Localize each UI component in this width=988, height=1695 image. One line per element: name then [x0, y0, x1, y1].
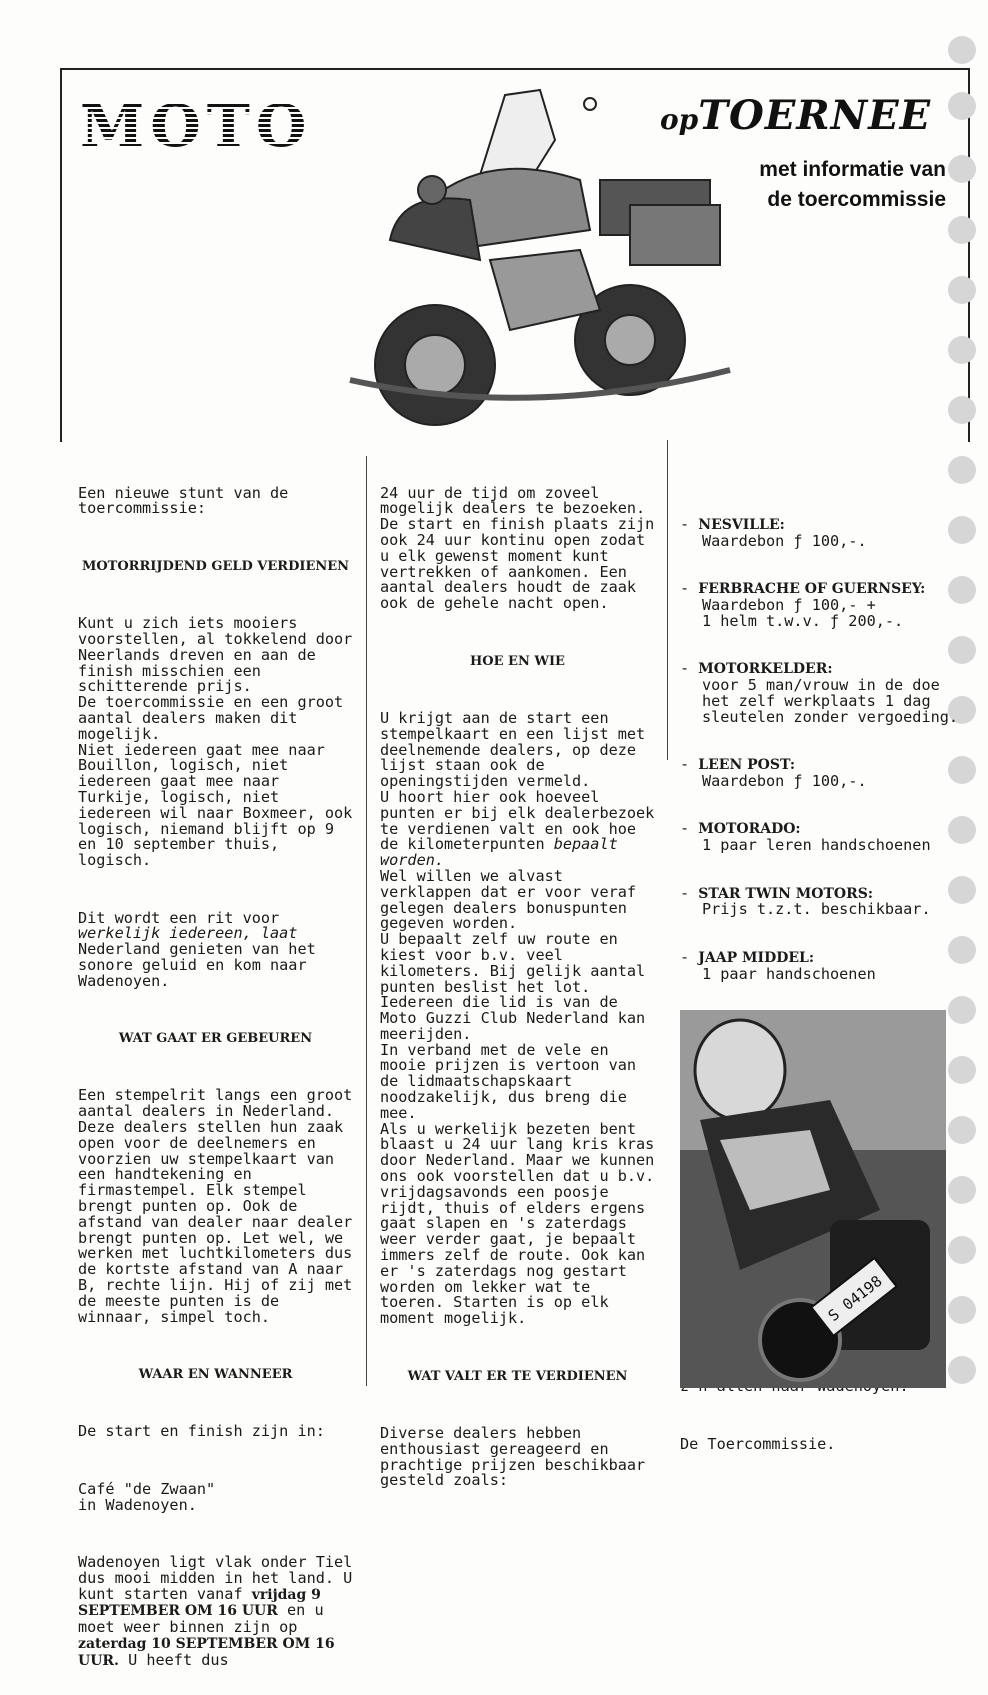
column-1 [78, 454, 362, 1695]
text-span: Wadenoyen ligt vlak onder Tiel dus mooi midden in het land. U kunt starten vanaf [78, 1553, 362, 1603]
prize-text: Waardebon ƒ 100,-. [702, 771, 867, 790]
dealer-name: JAAP MIDDEL: [698, 949, 815, 966]
prize-text: Waardebon ƒ 100,-. [702, 531, 867, 550]
prize-text: voor 5 man/vrouw in de doe het zelf werkplaats 1 dag sleutelen zonder vergoeding. [702, 676, 959, 726]
paragraph [78, 908, 353, 990]
prize-item: - NESVILLE: Waardebon ƒ 100,-. [680, 517, 960, 550]
subtitle-line2: de toercommissie [767, 188, 946, 211]
intro-text: Een nieuwe stunt van de toercommissie: [78, 483, 298, 518]
binder-hole [948, 92, 976, 120]
section-heading: HOE EN WIE [470, 653, 565, 669]
text-span: en u moet weer binnen zijn op [78, 1601, 333, 1637]
dealer-name: MOTORADO: [698, 821, 801, 838]
prize-text: Prijs t.z.t. beschikbaar. [702, 900, 931, 919]
italic-span: bepaalt worden. [380, 835, 627, 870]
prize-item: - STAR TWIN MOTORS: Prijs t.z.t. beschikbaar. [680, 886, 960, 919]
paragraph [78, 1553, 362, 1670]
paragraph: De start en finish zijn in: [78, 1422, 325, 1441]
binder-hole [948, 396, 976, 424]
binder-hole [948, 216, 976, 244]
license-plate: S 04198 [824, 1271, 886, 1326]
italic-span: werkelijk iedereen, laat [78, 924, 298, 943]
paragraph: Kunt u zich iets mooiers voorstellen, al tokkelend door Neerlands dreven en aan de finish misschien een schitterende prijs. De toercommissie en een groot aantal dealers maken dit mogelijk. Niet iedereen gaat mee naar Bouillon, logisch, niet iedereen gaat mee naar Turkije, logisch, niet iedereen wil naar Boxmeer, ook logisch, niemand blijft op 9 en 10 september thuis, logisch. [78, 614, 353, 870]
binder-hole [948, 155, 976, 183]
section-heading: WAT VALT ER TE VERDIENEN [407, 1368, 628, 1384]
section-heading: WAT GAAT ER GEBEUREN [118, 1031, 313, 1047]
subtitle-line1: met informatie van [759, 158, 946, 181]
section-heading: WAAR EN WANNEER [138, 1367, 293, 1383]
dealer-name: NESVILLE: [698, 517, 785, 534]
signature: De Toercommissie. [680, 1434, 836, 1453]
paragraph: Diverse dealers hebben enthousiast gereageerd en prachtige prijzen beschikbaar gesteld zoals: [380, 1424, 655, 1490]
section-heading: MOTORRIJDEND GELD VERDIENEN [81, 558, 350, 574]
prize-item: - LEEN POST: Waardebon ƒ 100,-. [680, 757, 960, 790]
prize-item: - MOTORADO: 1 paar leren handschoenen [680, 821, 960, 854]
binder-hole [948, 276, 976, 304]
column-2 [380, 454, 655, 1515]
dealer-name: STAR TWIN MOTORS: [698, 885, 874, 902]
moto-guzzi-logo: MOTO GUZZI [80, 94, 410, 158]
binder-hole [948, 336, 976, 364]
column-rule [667, 440, 668, 760]
rider-photo [680, 1010, 946, 1388]
dealer-name: MOTORKELDER: [698, 661, 833, 678]
text-span: Wel willen we alvast verklappen dat er voor veraf gelegen dealers bonuspunten gegeven worden. U bepaalt zelf uw route en kiest voor b.v. veel kilometers. Bij gelijk aantal punten beslist het lot. Iedereen die lid is van de Moto Guzzi Club Nederland kan meerijden. In verband met de vele en mooie prijzen is vertoon van de lidmaatschapskaart noodzakelijk, dus breng die mee. Als u werkelijk bezeten bent blaast u 24 uur lang kris kras door Nederland. Maar we kunnen ons ook voorstellen dat u b.v. vrijdagsavonds een poosje rijdt, thuis of elders ergens gaat slapen en 's zaterdags weer verder gaat, je bepaalt immers zelf de route. Ook kan er 's zaterdags nog gestart worden om lekker wat te toeren. Starten is op elk moment mogelijk. [380, 866, 655, 1328]
bold-span: vrijdag 9 SEPTEMBER OM 16 UUR [78, 1586, 326, 1620]
bold-span: zaterdag 10 SEPTEMBER OM 16 UUR. [78, 1635, 340, 1669]
headline [660, 92, 931, 139]
prize-text: 1 paar leren handschoenen [702, 836, 931, 855]
paragraph: 24 uur de tijd om zoveel mogelijk dealers te bezoeken. De start en finish plaats zijn ook 24 uur kontinu open zodat u elk gewenst moment kunt vertrekken of aankomen. Een aantal dealers houdt de zaak ook de gehele nacht open. [380, 483, 655, 613]
text-span: U heeft dus [118, 1650, 229, 1669]
prize-item: - FERBRACHE OF GUERNSEY: Waardebon ƒ 100,- + 1 helm t.w.v. ƒ 200,-. [680, 581, 960, 629]
prize-item: - JAAP MIDDEL: 1 paar handschoenen [680, 950, 960, 983]
dealer-name: LEEN POST: [698, 757, 796, 774]
text-span: Nederland genieten van het sonore geluid en kom naar Wadenoyen. [78, 924, 325, 990]
column-rule [366, 456, 367, 1386]
dealer-name: FERBRACHE OF GUERNSEY: [698, 581, 926, 598]
paragraph [380, 708, 655, 1328]
binder-hole [948, 36, 976, 64]
prize-text: 1 paar handschoenen [702, 964, 876, 983]
headline-toernee: TOERNEE [698, 92, 932, 139]
text-span: U krijgt aan de start een stempelkaart en een lijst met deelnemende dealers, op deze lijst staan ook de openingstijden vermeld. U hoort hier ook hoeveel punten er bij elk dealerbezoek te verdienen valt en ook hoe de kilometerpunten [380, 708, 655, 854]
text-span: Dit wordt een rit voor [78, 908, 289, 927]
prize-text: Waardebon ƒ 100,- + 1 helm t.w.v. ƒ 200,-. [702, 596, 904, 630]
paragraph: Een stempelrit langs een groot aantal dealers in Nederland. Deze dealers stellen hun zaak open voor de deelnemers en voorzien uw stempelkaart van een handtekening en firmastempel. Elk stempel brengt punten op. Ook de afstand van dealer naar dealer brengt punten op. Let wel, we werken met luchtkilometers dus de kortste afstand van A naar B, rechte lijn. Hij of zij met de meeste punten is de winnaar, simpel toch. [78, 1086, 362, 1326]
prize-item: - MOTORKELDER: voor 5 man/vrouw in de doe het zelf werkplaats 1 dag sleutelen zonder vergoeding. [680, 659, 959, 726]
headline-op: op [660, 103, 699, 136]
paragraph: Café "de Zwaan" in Wadenoyen. [78, 1479, 216, 1514]
